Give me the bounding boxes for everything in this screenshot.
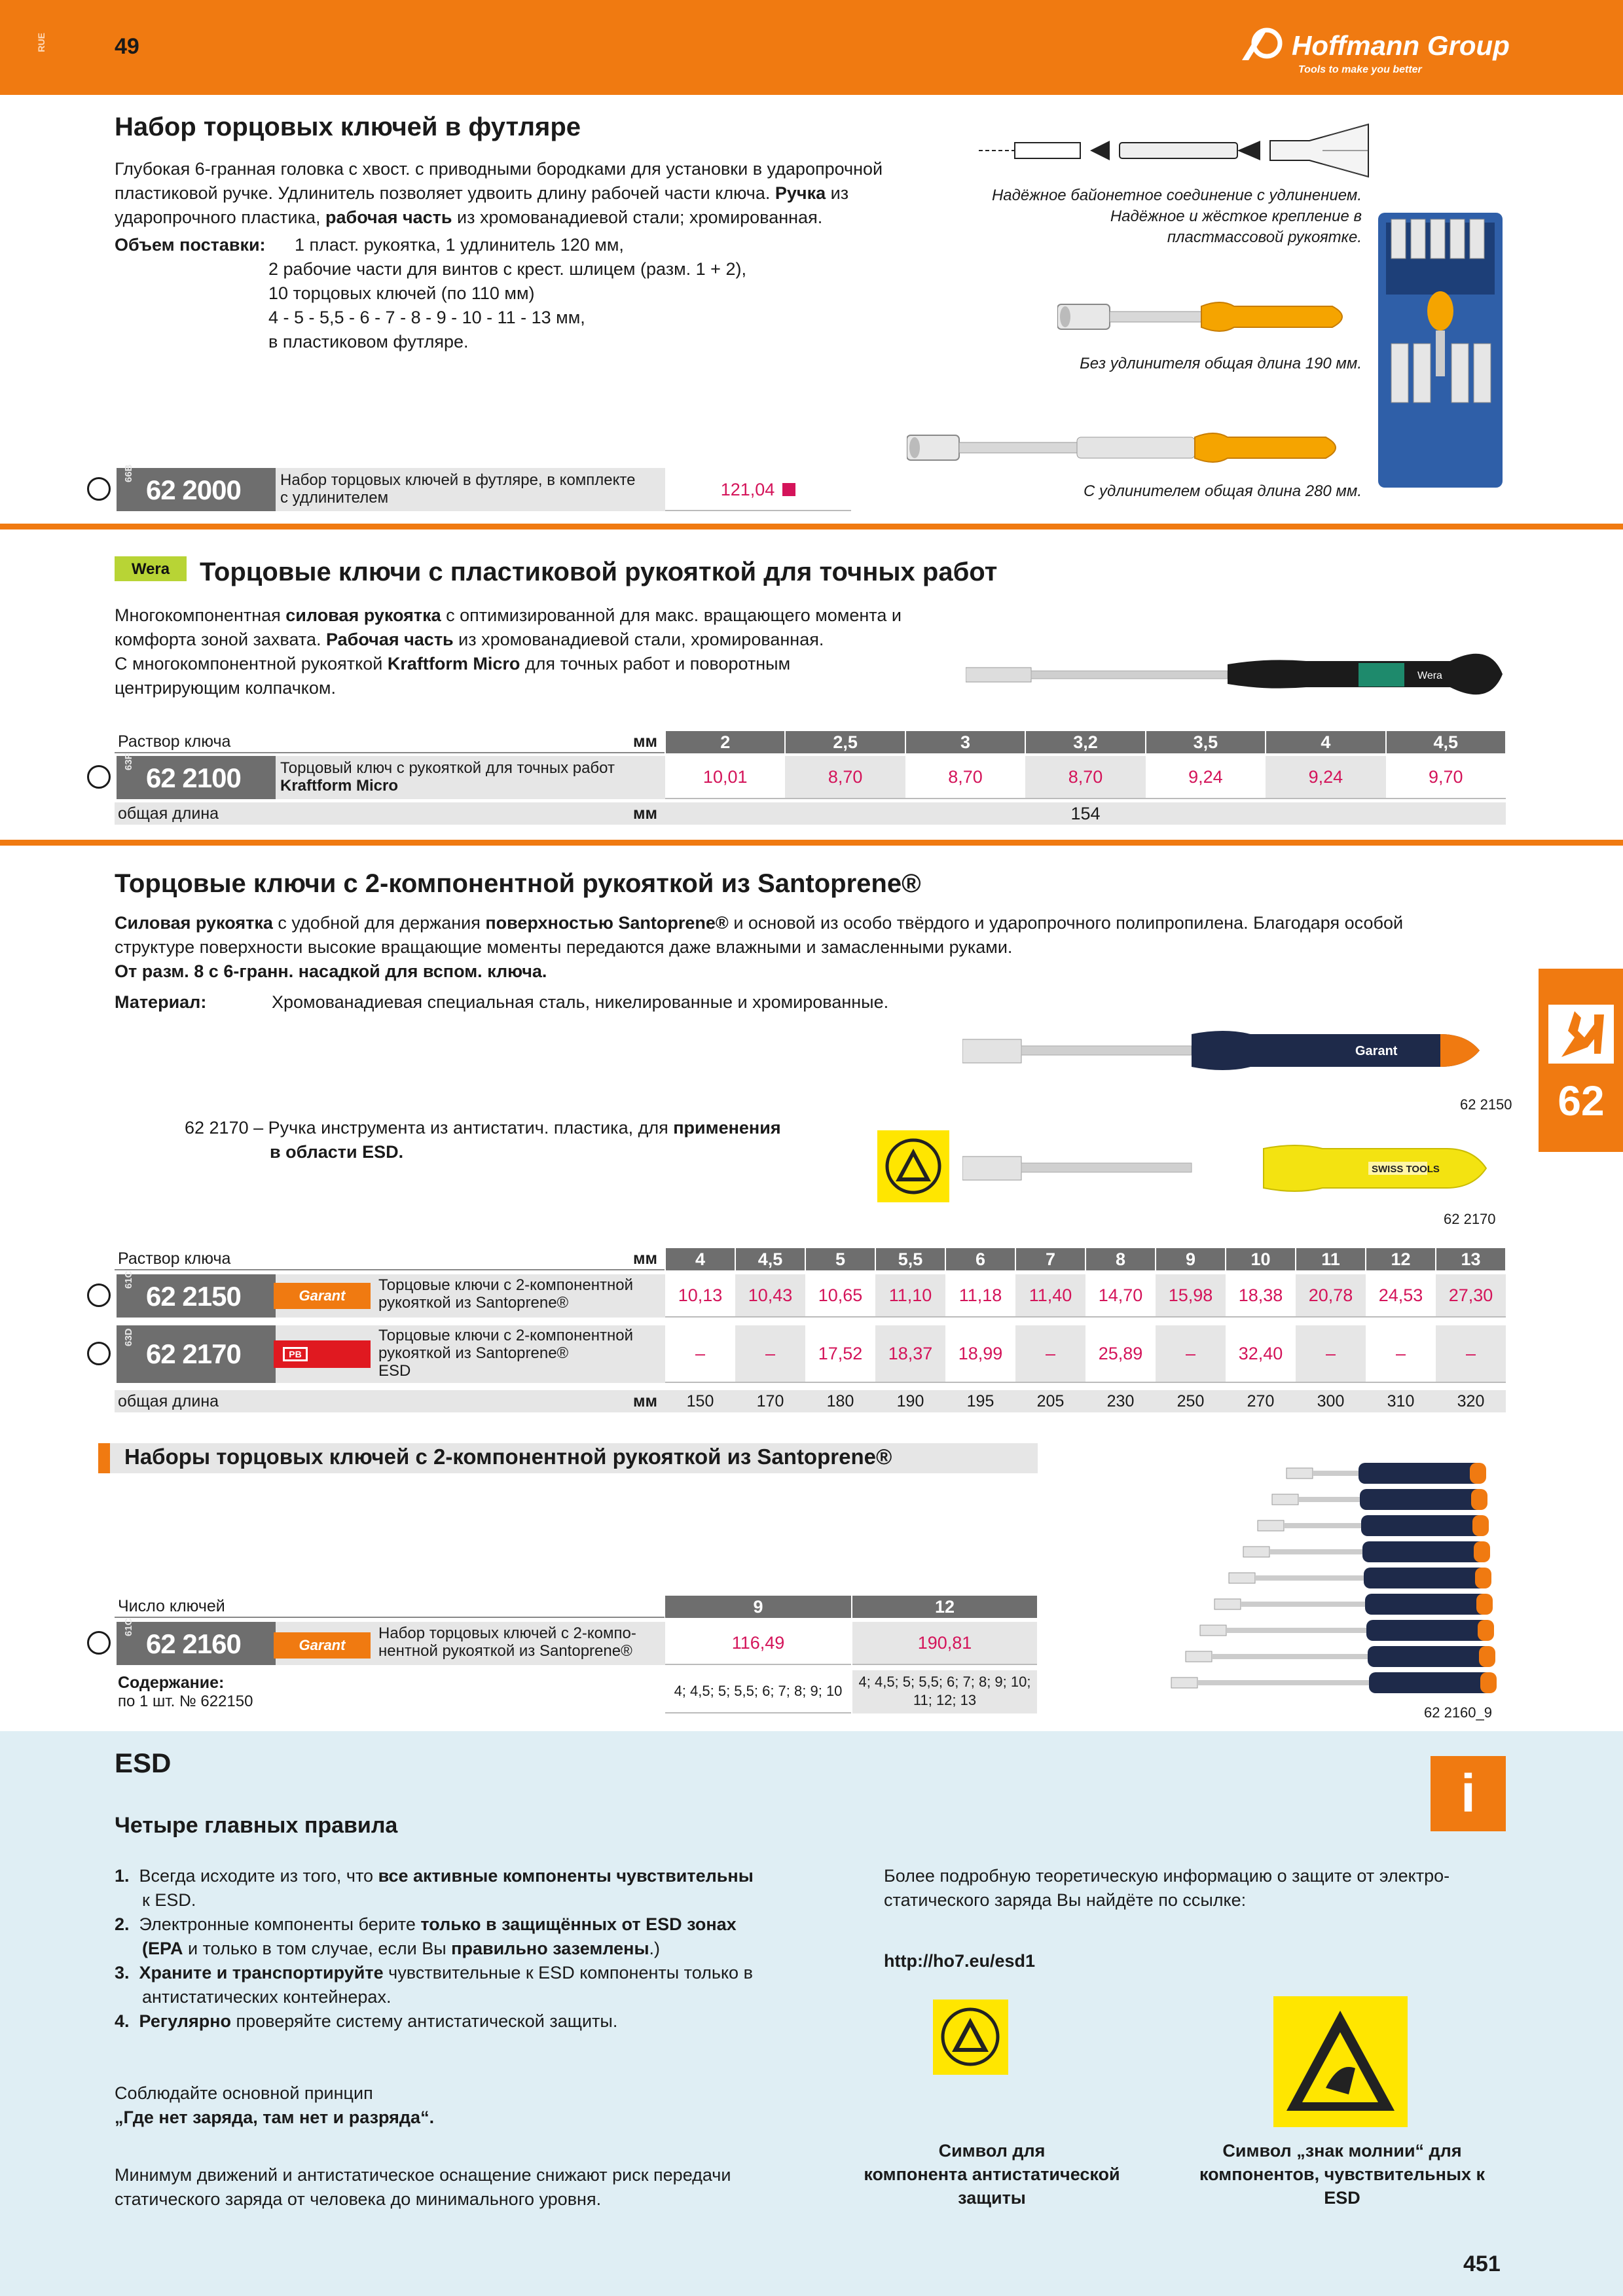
size-unit: мм: [633, 1249, 657, 1268]
price-cell: 9,70: [1386, 756, 1506, 799]
subsection-marker: [98, 1443, 110, 1473]
socket-handle: [1366, 1620, 1491, 1641]
screwdriver-short-image: [1057, 288, 1365, 347]
article-box-622100: 63F 62 2100: [117, 756, 276, 799]
price-cell: 11,10: [875, 1274, 945, 1318]
price-cell: –: [665, 1325, 735, 1383]
socket-shaft: [1186, 1651, 1212, 1662]
size-label: Раствор ключа: [118, 1249, 231, 1268]
socket-handle: [1362, 1541, 1487, 1562]
svg-text:SWISS TOOLS: SWISS TOOLS: [1372, 1164, 1440, 1175]
select-circle-622000[interactable]: [87, 477, 111, 501]
select-circle-622160[interactable]: [87, 1631, 111, 1655]
svg-text:Garant: Garant: [1355, 1044, 1398, 1058]
article-number: 62 2150: [146, 1281, 241, 1312]
price-12: 190,81: [852, 1622, 1037, 1665]
size-header-cell: 2: [666, 731, 784, 753]
size-header-cell: 5,5: [876, 1248, 945, 1270]
price-cell: 25,89: [1085, 1325, 1156, 1383]
symbol1-caption: Символ для компонента антистатической защиты: [864, 2141, 1120, 2208]
socket-shaft: [1200, 1625, 1226, 1636]
length-unit: мм: [633, 804, 657, 823]
svg-text:Wera: Wera: [131, 560, 170, 578]
svg-text:Wera: Wera: [1417, 670, 1442, 681]
size-header-cell: 3,2: [1026, 731, 1144, 753]
price-cell: 8,70: [905, 756, 1025, 799]
socket-handle: [1360, 1489, 1484, 1510]
socket-handle: [1364, 1568, 1488, 1588]
size-header-cell: 7: [1016, 1248, 1085, 1270]
side-code: RUE: [36, 33, 46, 52]
image-label-622170: 62 2170: [1444, 1211, 1496, 1227]
garant-logo-icon: Garant: [274, 1283, 371, 1309]
esd-title: ESD: [115, 1748, 172, 1778]
scope-label: Объем поставки:: [115, 235, 266, 255]
price-cell: –: [1436, 1325, 1506, 1383]
article-desc-622170: Торцовые ключи с 2-компонентной рукояткой из Santoprene® ESD: [378, 1327, 633, 1380]
socket-handle-cap: [1476, 1594, 1493, 1615]
article-desc-622100: Торцовый ключ с рукояткой для точных работ Kraftform Micro: [280, 759, 615, 795]
pb-swiss-tools-logo-icon: PB: [274, 1340, 371, 1368]
length-label: общая длина: [118, 1392, 219, 1410]
article-box-622150: 61C 62 2150: [117, 1274, 276, 1318]
material-text: Хромованадиевая специальная сталь, никелированные и хромированные.: [272, 992, 889, 1012]
size-unit: мм: [633, 732, 657, 751]
chapter-number: 62: [1558, 1077, 1605, 1124]
rule-2: 2. Электронные компоненты берите только в защищённых от ESD зонах: [115, 1914, 737, 1934]
select-circle-622150[interactable]: [87, 1283, 111, 1307]
socket-handle-cap: [1478, 1620, 1494, 1641]
price-cell: 20,78: [1296, 1274, 1366, 1318]
price-cell: 18,99: [945, 1325, 1015, 1383]
socket-shaft: [1258, 1520, 1284, 1531]
content-label: Содержание:: [118, 1674, 225, 1692]
length-cell: 310: [1387, 1391, 1415, 1410]
article-number: 62 2160: [146, 1628, 241, 1659]
count-12: 12: [852, 1596, 1037, 1618]
esd-note: 62 2170 – Ручка инструмента из антистатич. пластика, для применения в области ESD.: [185, 1118, 781, 1162]
price-cell: 9,24: [1266, 756, 1385, 799]
length-cell: 170: [756, 1391, 784, 1410]
esd-principle: Соблюдайте основной принцип „Где нет заряда, там нет и разряда“.: [115, 2083, 435, 2127]
length-cell: 300: [1317, 1391, 1345, 1410]
section1-title: Набор торцовых ключей в футляре: [115, 113, 581, 141]
size-header-cell: 4: [1266, 731, 1385, 753]
symbol2-caption: Символ „знак молнии“ для компонентов, чувствительных к ESD: [1199, 2141, 1486, 2208]
article-number: 62 2000: [146, 475, 241, 505]
garant-screwdriver-image: [962, 1021, 1506, 1080]
price-9: 116,49: [665, 1622, 851, 1665]
esd-link[interactable]: http://ho7.eu/esd1: [884, 1951, 1036, 1971]
section2-title: Торцовые ключи с пластиковой рукояткой для точных работ: [200, 558, 998, 586]
article-desc-622150: Торцовые ключи с 2-компонентной рукояткой из Santoprene®: [378, 1276, 633, 1312]
screwdriver-long-image: [907, 419, 1365, 478]
caption-with-extension: С удлинителем общая длина 280 мм.: [1083, 482, 1362, 500]
wera-screwdriver-image: [966, 638, 1509, 710]
socket-handle-cap: [1475, 1568, 1491, 1588]
select-circle-622100[interactable]: [87, 765, 111, 789]
length-cell: 250: [1176, 1391, 1205, 1410]
length-label: общая длина: [118, 804, 219, 823]
count-9: 9: [665, 1596, 851, 1618]
price-cell: 14,70: [1085, 1274, 1156, 1318]
price-marker-icon: [782, 483, 795, 496]
article-box-622170: 63D 62 2170: [117, 1325, 276, 1383]
article-box-622160: 61C 62 2160: [117, 1622, 276, 1665]
price-cell: 9,24: [1146, 756, 1266, 799]
length-cell: 205: [1036, 1391, 1065, 1410]
price-cell: 17,52: [805, 1325, 875, 1383]
socket-handle: [1365, 1594, 1489, 1615]
price-cell: –: [1015, 1325, 1085, 1383]
hoffmann-logo-icon: [1241, 26, 1292, 65]
section3-text: Силовая рукоятка с удобной для держания поверхностью Santoprene® и основой из особо твёрдого и ударопрочного полипропилена. Благодаря особой структуре поверхности высокие вращающие моменты передаются даже влажными и замасленными руками. От разм. 8 с 6-гранн. насадкой для вспом. ключа.: [115, 913, 1404, 981]
price-cell: 8,70: [1025, 756, 1145, 799]
price-cell: 24,53: [1366, 1274, 1436, 1318]
rule-3: 3. Храните и транспортируйте чувствительные к ESD компоненты только в: [115, 1963, 753, 1982]
esd-sensitive-symbol-icon: [1273, 1996, 1408, 2127]
price-cell: 18,37: [875, 1325, 945, 1383]
article-number: 62 2170: [146, 1338, 241, 1369]
section4-title: Наборы торцовых ключей с 2-компонентной рукояткой из Santoprene®: [124, 1444, 892, 1469]
price-cell: 10,43: [735, 1274, 805, 1318]
price-cell: –: [1156, 1325, 1226, 1383]
size-header-cell: 5: [806, 1248, 875, 1270]
brand-name: Hoffmann Group: [1292, 30, 1510, 61]
price-cell: 11,40: [1015, 1274, 1085, 1318]
length-cell: 180: [826, 1391, 854, 1410]
wrench-icon: [1548, 1005, 1614, 1064]
socket-shaft: [1272, 1494, 1298, 1505]
content-sub: по 1 шт. № 622150: [118, 1693, 253, 1710]
socket-handle: [1369, 1672, 1493, 1693]
section3-title: Торцовые ключи с 2-компонентной рукояткой из Santoprene®: [115, 869, 921, 898]
socket-shaft: [1243, 1547, 1269, 1557]
size-header-cell: 4,5: [1387, 731, 1505, 753]
wera-logo-icon: [115, 556, 187, 581]
length-cell: 320: [1457, 1391, 1485, 1410]
separator-2: [0, 840, 1623, 846]
caption-bayonet: Надёжное байонетное соединение с удлинением. Надёжное и жёсткое крепление в пластмассовой рукоятке.: [991, 187, 1362, 246]
section2-text: Многокомпонентная силовая рукоятка с оптимизированной для макс. вращающего момента и комфорта зоной захвата. Рабочая часть из хромованадиевой стали, хромированная. С многокомпонентной рукояткой Kraftform Micro для точных работ и поворотным центрирующим колпачком.: [115, 605, 902, 698]
price-cell: 27,30: [1436, 1274, 1506, 1318]
content-12: 4; 4,5; 5; 5,5; 6; 7; 8; 9; 10; 11; 12; 13: [852, 1670, 1037, 1713]
price-cell: 15,98: [1156, 1274, 1226, 1318]
brand-tagline: Tools to make you better: [1298, 64, 1422, 75]
size-header-cell: 3: [906, 731, 1025, 753]
swisstools-screwdriver-image: [962, 1136, 1506, 1201]
price-cell: 10,65: [805, 1274, 875, 1318]
length-cell: 230: [1106, 1391, 1135, 1410]
socket-set-image: [1136, 1453, 1529, 1715]
article-number: 62 2100: [146, 762, 241, 793]
size-header-cell: 4,5: [736, 1248, 805, 1270]
rule-1: 1. Всегда исходите из того, что все активные компоненты чувствительны: [115, 1866, 754, 1886]
page-number: 451: [1463, 2251, 1501, 2276]
socket-handle-cap: [1471, 1489, 1487, 1510]
length-cell: 150: [686, 1391, 714, 1410]
article-desc-622000: Набор торцовых ключей в футляре, в комплекте с удлинителем: [280, 471, 636, 507]
length-cell: 190: [896, 1391, 924, 1410]
count-label: Число ключей: [118, 1597, 225, 1615]
bayonet-connection-image: [976, 121, 1381, 180]
price-cell: 11,18: [945, 1274, 1015, 1318]
size-header-cell: 4: [666, 1248, 735, 1270]
length-cell: 195: [966, 1391, 994, 1410]
article-desc-622160: Набор торцовых ключей с 2-компо- нентной рукояткой из Santoprene®: [378, 1624, 636, 1660]
esd-protection-symbol-icon: [933, 2000, 1008, 2075]
esd-symbol-icon: [877, 1130, 949, 1202]
article-box-622000: 66B 62 2000: [117, 468, 276, 511]
price-cell: 32,40: [1226, 1325, 1296, 1383]
price-cell: 8,70: [785, 756, 905, 799]
socket-shaft: [1171, 1677, 1197, 1688]
size-header-cell: 9: [1156, 1248, 1225, 1270]
page-number-top: 49: [115, 34, 139, 59]
socket-handle-cap: [1474, 1541, 1490, 1562]
esd-final: Минимум движений и антистатическое оснащение снижают риск передачи статического заряда от человека до минимального уровня.: [115, 2165, 731, 2209]
socket-shaft: [1214, 1599, 1241, 1609]
caption-no-extension: Без удлинителя общая длина 190 мм.: [1080, 355, 1362, 372]
size-header-cell: 12: [1366, 1248, 1435, 1270]
socket-handle-cap: [1470, 1463, 1486, 1484]
price-cell: –: [1366, 1325, 1436, 1383]
socket-shaft: [1286, 1468, 1313, 1479]
socket-handle: [1361, 1515, 1486, 1536]
esd-subtitle: Четыре главных правила: [115, 1813, 398, 1838]
size-header-cell: 6: [946, 1248, 1015, 1270]
socket-shaft: [1229, 1573, 1255, 1583]
price-cell: –: [1296, 1325, 1366, 1383]
price-cell: 10,01: [665, 756, 785, 799]
esd-rules: 1. Всегда исходите из того, что все активные компоненты чувствительны к ESD. 2. Электронные компоненты берите только в защищённых от ESD зонах (EPA и только в том случае, если Вы правильно заземлены.) 3. Храните и транспортируйте чувствительные к ESD компоненты только в антистатических контейнерах. 4. Регулярно проверяйте систему антистатической защиты.: [115, 1864, 835, 2034]
content-9: 4; 4,5; 5; 5,5; 6; 7; 8; 9; 10: [665, 1670, 851, 1713]
price-cell: 10,13: [665, 1274, 735, 1318]
image-label-622160: 62 2160_9: [1424, 1704, 1492, 1721]
section1-intro: Глубокая 6-гранная головка с хвост. с приводными бородками для установки в ударопрочной пластиковой ручке. Удлинитель позволяет удвоить длину рабочей части ключа. Ручка из ударопрочного пластика, рабочая часть из хромованадиевой стали; хромированная.: [115, 159, 883, 227]
length-cell: 270: [1247, 1391, 1275, 1410]
esd-more-info: Более подробную теоретическую информацию о защите от электро- статического заряда Вы найдёте по ссылке:: [884, 1866, 1450, 1910]
info-icon: i: [1431, 1756, 1506, 1831]
size-header-cell: 11: [1296, 1248, 1365, 1270]
size-header-cell: 2,5: [786, 731, 904, 753]
scope-list: 1 пласт. рукоятка, 1 удлинитель 120 мм, 2 рабочие части для винтов с крест. шлицем (разм. 1 + 2), 10 торцовых ключей (по 110 мм) 4 - 5 - 5,5 - 6 - 7 - 8 - 9 - 10 - 11 - 13 мм, в пластиковом футляре.: [268, 235, 746, 351]
garant-logo-icon: Garant: [274, 1632, 371, 1659]
size-header-cell: 3,5: [1146, 731, 1265, 753]
price-cell: –: [735, 1325, 805, 1383]
material-label: Материал:: [115, 992, 207, 1012]
size-header-cell: 13: [1436, 1248, 1505, 1270]
price-cell: 18,38: [1226, 1274, 1296, 1318]
size-header-cell: 8: [1086, 1248, 1155, 1270]
size-label: Раствор ключа: [118, 732, 231, 751]
image-label-622150: 62 2150: [1460, 1096, 1512, 1113]
case-set-image: [1378, 213, 1503, 488]
socket-handle-cap: [1480, 1672, 1497, 1693]
brand-logo: [1241, 26, 1516, 79]
socket-handle: [1359, 1463, 1483, 1484]
select-circle-622170[interactable]: [87, 1342, 111, 1365]
socket-handle: [1368, 1646, 1492, 1667]
separator-1: [0, 524, 1623, 529]
length-unit: мм: [633, 1392, 657, 1410]
length-value: 154: [1070, 803, 1101, 823]
socket-handle-cap: [1472, 1515, 1489, 1536]
size-header-cell: 10: [1226, 1248, 1295, 1270]
price-622000: 121,04: [665, 468, 851, 511]
rule-4: 4. Регулярно проверяйте систему антистатической защиты.: [115, 2011, 618, 2031]
socket-handle-cap: [1479, 1646, 1495, 1667]
